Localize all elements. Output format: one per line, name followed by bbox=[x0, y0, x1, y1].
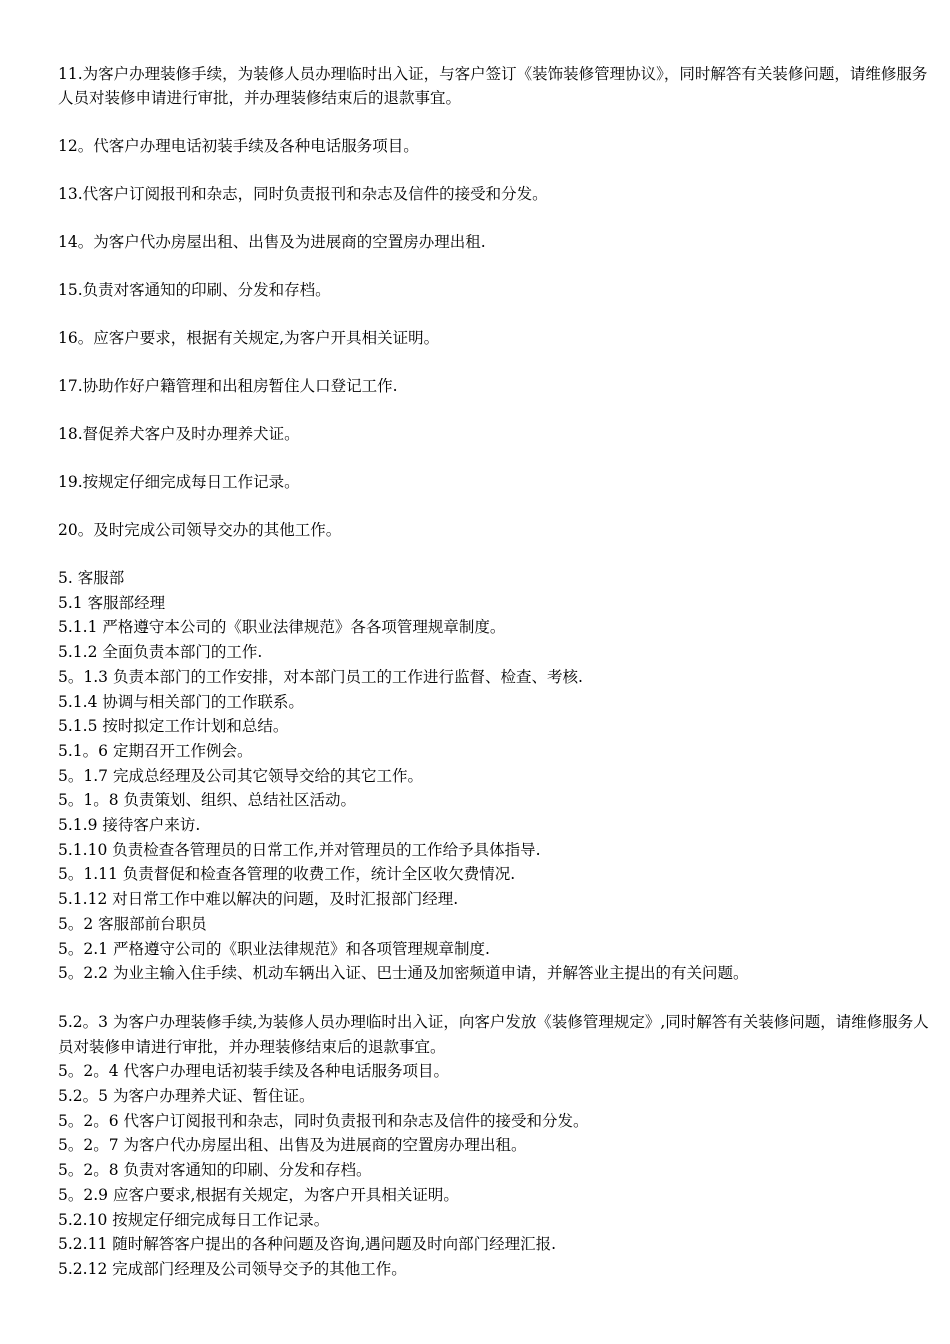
manager-item: 5.1.9 接待客户来访. bbox=[58, 816, 201, 835]
duty-item-13: 13.代客户订阅报刊和杂志，同时负责报刊和杂志及信件的接受和分发。 bbox=[58, 185, 548, 203]
front-desk-item: 5.2。5 为客户办理养犬证、暂住证。 bbox=[58, 1087, 315, 1106]
duty-item-11: 11.为客户办理装修手续，为装修人员办理临时出入证，与客户签订《装饰装修管理协议》，同时解答有关装修问题，请维修服务人员对装修申请进行审批，并办理装修结束后的退款事宜。 bbox=[58, 65, 928, 107]
duty-item-16: 16。应客户要求，根据有关规定,为客户开具相关证明。 bbox=[58, 329, 440, 347]
front-desk-item: 5。2.9 应客户要求,根据有关规定，为客户开具相关证明。 bbox=[58, 1185, 459, 1204]
duty-item-20: 20。及时完成公司领导交办的其他工作。 bbox=[58, 521, 342, 539]
duty-item-19: 19.按规定仔细完成每日工作记录。 bbox=[58, 473, 300, 491]
front-desk-item: 5.2.10 按规定仔细完成每日工作记录。 bbox=[58, 1210, 330, 1229]
front-desk-item: 5。2。4 代客户办理电话初装手续及各种电话服务项目。 bbox=[58, 1062, 450, 1081]
front-desk-item: 5.2.11 随时解答客户提出的各种问题及咨询,遇问题及时向部门经理汇报. bbox=[58, 1235, 557, 1254]
section-heading: 5. 客服部 bbox=[58, 569, 125, 587]
duty-item-18: 18.督促养犬客户及时办理养犬证。 bbox=[58, 425, 300, 443]
manager-item: 5.1。6 定期召开工作例会。 bbox=[58, 741, 253, 760]
front-desk-item: 5.2.12 完成部门经理及公司领导交予的其他工作。 bbox=[58, 1259, 407, 1278]
duty-item-17: 17.协助作好户籍管理和出租房暂住人口登记工作. bbox=[58, 377, 398, 395]
manager-item: 5.1.4 协调与相关部门的工作联系。 bbox=[58, 692, 304, 711]
duty-item-14: 14。为客户代办房屋出租、出售及为进展商的空置房办理出租. bbox=[58, 233, 486, 251]
manager-item: 5。1。8 负责策划、组织、总结社区活动。 bbox=[58, 791, 357, 810]
manager-item: 5。1.7 完成总经理及公司其它领导交给的其它工作。 bbox=[58, 766, 423, 785]
manager-item: 5.1.1 严格遵守本公司的《职业法律规范》各各项管理规章制度。 bbox=[58, 618, 506, 637]
document-page bbox=[58, 62, 938, 1282]
front-desk-item: 5。2。8 负责对客通知的印刷、分发和存档。 bbox=[58, 1161, 372, 1180]
manager-item: 5.1.5 按时拟定工作计划和总结。 bbox=[58, 717, 289, 736]
manager-item: 5。1.11 负责督促和检查各管理的收费工作，统计全区收欠费情况. bbox=[58, 865, 516, 884]
manager-item: 5.1.12 对日常工作中难以解决的问题，及时汇报部门经理. bbox=[58, 890, 459, 909]
front-desk-item: 5。2。7 为客户代办房屋出租、出售及为进展商的空置房办理出租。 bbox=[58, 1136, 527, 1155]
subsection-heading-manager: 5.1 客服部经理 bbox=[58, 593, 166, 612]
front-desk-item: 5。2.1 严格遵守公司的《职业法律规范》和各项管理规章制度. bbox=[58, 939, 490, 958]
manager-item: 5.1.10 负责检查各管理员的日常工作,并对管理员的工作给予具体指导. bbox=[58, 840, 541, 859]
section-customer-service bbox=[58, 566, 938, 1282]
front-desk-item: 5。2.2 为业主输入住手续、机动车辆出入证、巴士通及加密频道申请，并解答业主提出的有关问题。 bbox=[58, 964, 749, 983]
duty-item-15: 15.负责对客通知的印刷、分发和存档。 bbox=[58, 281, 331, 299]
duty-item-12: 12。代客户办理电话初装手续及各种电话服务项目。 bbox=[58, 137, 419, 155]
subsection-heading-front-desk: 5。2 客服部前台职员 bbox=[58, 914, 207, 933]
front-desk-item: 5。2。6 代客户订阅报刊和杂志，同时负责报刊和杂志及信件的接受和分发。 bbox=[58, 1111, 589, 1130]
manager-item: 5。1.3 负责本部门的工作安排，对本部门员工的工作进行监督、检查、考核. bbox=[58, 667, 583, 686]
manager-item: 5.1.2 全面负责本部门的工作. bbox=[58, 643, 263, 662]
front-desk-item-long: 5.2。3 为客户办理装修手续,为装修人员办理临时出入证，向客户发放《装修管理规定》,同时解答有关装修问题，请维修服务人员对装修申请进行审批，并办理装修结束后的退款事宜。 bbox=[58, 1012, 929, 1056]
